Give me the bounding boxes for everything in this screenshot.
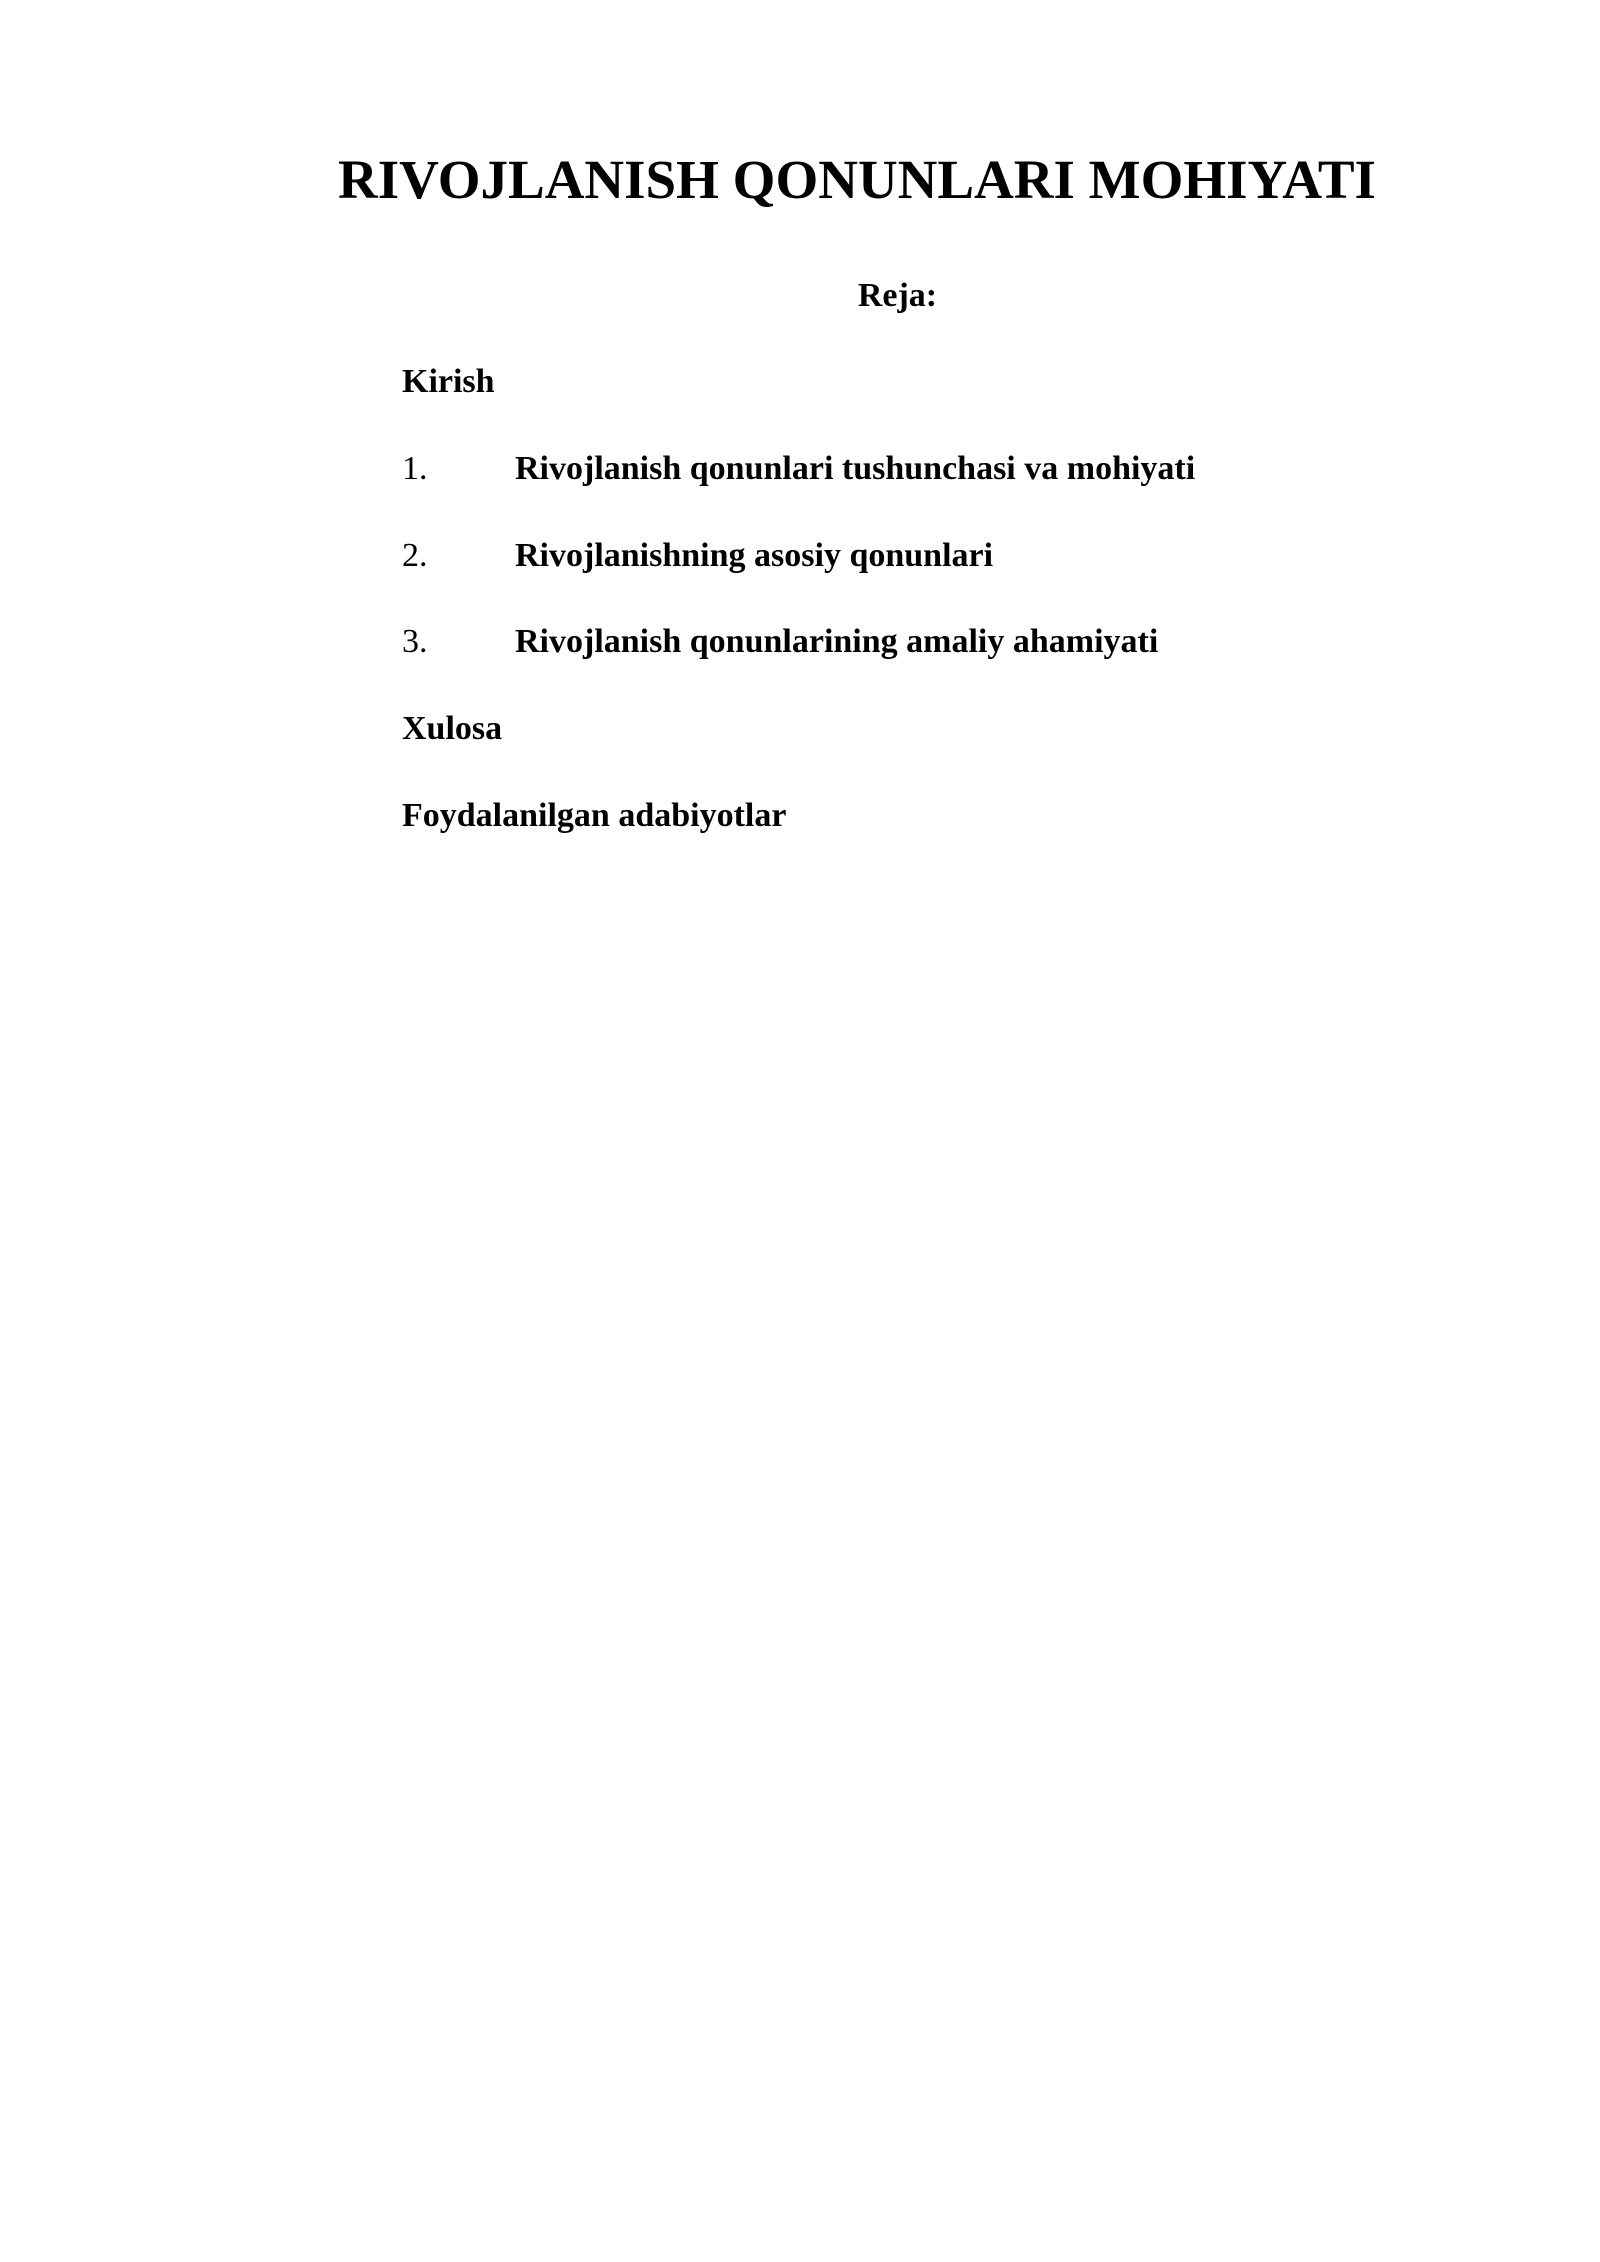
toc-intro-label: Kirish [402,363,495,400]
plan-heading: Reja: [857,277,938,314]
table-of-contents [402,362,1502,883]
toc-item-number: 2. [402,536,428,574]
toc-references [402,796,1502,883]
toc-item-3 [402,622,1502,709]
toc-item-label: Rivojlanish qonunlari tushunchasi va mohiyati [515,449,1196,487]
toc-item-label: Rivojlanish qonunlarining amaliy ahamiyati [515,623,1159,661]
toc-item-label: Rivojlanishning asosiy qonunlari [515,536,994,574]
toc-intro [402,362,1502,449]
toc-item-1 [402,449,1502,536]
toc-conclusion [402,709,1502,796]
toc-item-number: 1. [402,449,428,487]
toc-conclusion-label: Xulosa [402,710,503,748]
toc-item-number: 3. [402,623,428,661]
toc-references-label: Foydalanilgan adabiyotlar [402,796,787,834]
document-title: RIVOJLANISH QONUNLARI MOHIYATI [338,149,1376,210]
toc-item-2 [402,536,1502,623]
